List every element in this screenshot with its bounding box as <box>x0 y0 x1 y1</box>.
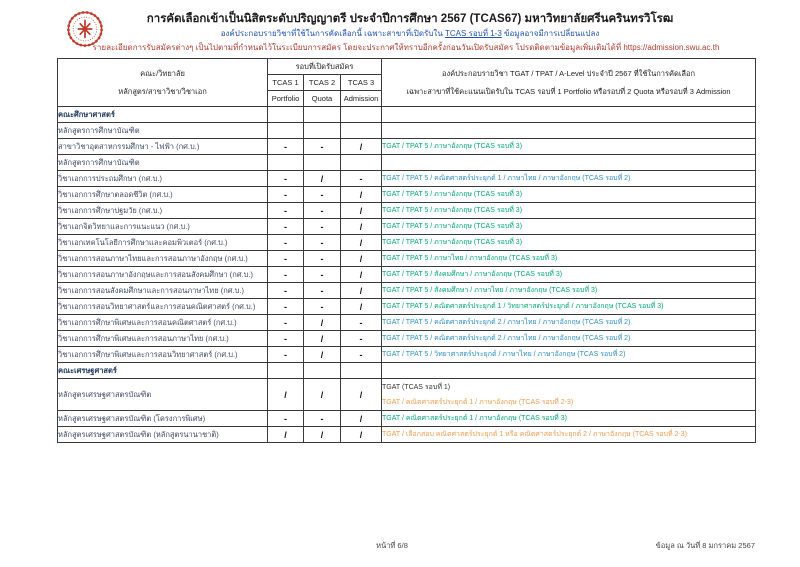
tcas3-mark-cell: / <box>341 187 382 203</box>
criteria-line: TGAT / TPAT 5 / ภาษาไทย / ภาษาอังกฤษ (TCAS รอบที่ 3) <box>382 255 558 262</box>
criteria-line: TGAT / คณิตศาสตร์ประยุกต์ 1 / ภาษาอังกฤษ (TCAS รอบที่ 3) <box>382 415 567 422</box>
criteria-cell <box>382 123 756 139</box>
tcas3-mark-cell: / <box>341 139 382 155</box>
table-row <box>58 283 756 299</box>
tcas2-mark-cell: - <box>304 267 341 283</box>
tcas1-mark-cell: - <box>268 283 304 299</box>
criteria-line: TGAT / เลือกสอบ คณิตศาสตร์ประยุกต์ 1 หรือ คณิตศาสตร์ประยุกต์ 2 / ภาษาอังกฤษ (TCAS รอบที่ 2-3) <box>382 431 687 438</box>
table-row <box>58 379 756 411</box>
program-name-cell: วิชาเอกการสอนวิทยาศาสตร์และการสอนคณิตศาสตร์ (กศ.บ.) <box>58 299 268 315</box>
program-name-cell: หลักสูตรเศรษฐศาสตรบัณฑิต (หลักสูตรนานาชาติ) <box>58 427 268 443</box>
table-row <box>58 155 756 171</box>
column-header-tcas1: TCAS 1 <box>268 75 304 91</box>
tcas3-mark-cell: / <box>341 379 382 411</box>
tcas2-mark-cell: / <box>304 315 341 331</box>
criteria-line: TGAT / TPAT 5 / คณิตศาสตร์ประยุกต์ 2 / ภาษาไทย / ภาษาอังกฤษ (TCAS รอบที่ 2) <box>382 335 631 342</box>
tcas2-mark-cell: / <box>304 171 341 187</box>
subtitle-suffix: ข้อมูลอาจมีการเปลี่ยนแปลง <box>501 29 600 38</box>
program-name-cell: วิชาเอกการศึกษาพิเศษและการสอนคณิตศาสตร์ (กศ.บ.) <box>58 315 268 331</box>
tcas2-mark-cell: - <box>304 187 341 203</box>
column-header-tcas3: TCAS 3 <box>341 75 382 91</box>
table-header <box>58 59 756 107</box>
column-header-portfolio: Portfolio <box>268 91 304 107</box>
criteria-line: TGAT / TPAT 5 / คณิตศาสตร์ประยุกต์ 1 / ภาษาไทย / ภาษาอังกฤษ (TCAS รอบที่ 2) <box>382 175 631 182</box>
program-name-cell: วิชาเอกการศึกษาตลอดชีวิต (กศ.บ.) <box>58 187 268 203</box>
tcas1-mark-cell: - <box>268 203 304 219</box>
tcas1-mark-cell: / <box>268 379 304 411</box>
admission-url-link[interactable]: https://admission.swu.ac.th <box>623 43 720 52</box>
criteria-cell <box>382 283 756 299</box>
tcas1-mark-cell: - <box>268 331 304 347</box>
tcas1-mark-cell: - <box>268 267 304 283</box>
program-name-cell: วิชาเอกการสอนสังคมศึกษาและการสอนภาษาไทย (กศ.บ.) <box>58 283 268 299</box>
program-name-cell: วิชาเอกเทคโนโลยีการศึกษาและคอมพิวเตอร์ (กศ.บ.) <box>58 235 268 251</box>
criteria-cell <box>382 107 756 123</box>
tcas1-mark-cell <box>268 155 304 171</box>
tcas3-mark-cell: - <box>341 331 382 347</box>
criteria-line: TGAT / TPAT 5 / ภาษาอังกฤษ (TCAS รอบที่ 3) <box>382 143 523 150</box>
program-name-cell: วิชาเอกการประถมศึกษา (กศ.บ.) <box>58 171 268 187</box>
criteria-cell <box>382 139 756 155</box>
tcas3-mark-cell: / <box>341 427 382 443</box>
criteria-cell <box>382 347 756 363</box>
table-row <box>58 203 756 219</box>
program-name-cell: หลักสูตรการศึกษาบัณฑิต <box>58 123 268 139</box>
program-name-cell: วิชาเอกการศึกษาพิเศษและการสอนวิทยาศาสตร์ (กศ.บ.) <box>58 347 268 363</box>
column-header-quota: Quota <box>304 91 341 107</box>
admission-criteria-table <box>57 58 756 443</box>
criteria-line: TGAT (TCAS รอบที่ 1) <box>382 383 451 391</box>
tcas3-mark-cell: / <box>341 235 382 251</box>
tcas1-mark-cell <box>268 123 304 139</box>
criteria-cell <box>382 203 756 219</box>
table-row <box>58 235 756 251</box>
tcas1-mark-cell: - <box>268 251 304 267</box>
criteria-line: TGAT / TPAT 5 / ภาษาอังกฤษ (TCAS รอบที่ 3) <box>382 191 523 198</box>
criteria-cell <box>382 219 756 235</box>
tcas3-mark-cell: / <box>341 251 382 267</box>
table-row <box>58 187 756 203</box>
table-row <box>58 411 756 427</box>
tcas3-mark-cell: / <box>341 267 382 283</box>
table-row <box>58 315 756 331</box>
page-subtitle <box>110 29 710 39</box>
tcas1-mark-cell: - <box>268 139 304 155</box>
tcas3-mark-cell: / <box>341 283 382 299</box>
page-header <box>110 12 710 39</box>
program-name-cell: หลักสูตรการศึกษาบัณฑิต <box>58 155 268 171</box>
tcas2-mark-cell: - <box>304 139 341 155</box>
table-row <box>58 427 756 443</box>
tcas2-mark-cell: - <box>304 219 341 235</box>
faculty-header-line2: หลักสูตร/สาขาวิชา/วิชาเอก <box>118 86 207 96</box>
tcas3-mark-cell <box>341 123 382 139</box>
tcas2-mark-cell: - <box>304 203 341 219</box>
criteria-cell <box>382 299 756 315</box>
criteria-cell <box>382 187 756 203</box>
tcas1-mark-cell: - <box>268 411 304 427</box>
criteria-cell <box>382 235 756 251</box>
table-row <box>58 171 756 187</box>
table-row <box>58 299 756 315</box>
page-title: การคัดเลือกเข้าเป็นนิสิตระดับปริญญาตรี ประจำปีการศึกษา 2567 (TCAS67) มหาวิทยาลัยศรีนครินทรวิโรฒ <box>146 13 674 25</box>
tcas3-mark-cell: / <box>341 299 382 315</box>
criteria-cell <box>382 411 756 427</box>
page-number: หน้าที่ 6/8 <box>376 541 408 550</box>
table-body <box>58 107 756 443</box>
tcas2-mark-cell: - <box>304 251 341 267</box>
tcas3-mark-cell: - <box>341 171 382 187</box>
criteria-cell <box>382 251 756 267</box>
tcas2-mark-cell: - <box>304 283 341 299</box>
column-header-admission: Admission <box>341 91 382 107</box>
tcas1-mark-cell: - <box>268 347 304 363</box>
admission-note <box>57 43 755 53</box>
program-name-cell: วิชาเอกจิตวิทยาและการแนะแนว (กศ.บ.) <box>58 219 268 235</box>
column-header-criteria <box>382 59 756 107</box>
tcas2-mark-cell: / <box>304 347 341 363</box>
criteria-cell <box>382 331 756 347</box>
tcas1-mark-cell: - <box>268 171 304 187</box>
tcas3-mark-cell: - <box>341 347 382 363</box>
tcas2-mark-cell <box>304 107 341 123</box>
program-name-cell: วิชาเอกการศึกษาพิเศษและการสอนภาษาไทย (กศ.บ.) <box>58 331 268 347</box>
subtitle-prefix: องค์ประกอบรายวิชาที่ใช้ในการคัดเลือกนี้ เฉพาะสาขาที่เปิดรับใน <box>220 29 446 38</box>
tcas2-mark-cell: / <box>304 331 341 347</box>
tcas3-mark-cell: / <box>341 411 382 427</box>
tcas2-mark-cell <box>304 155 341 171</box>
tcas1-mark-cell <box>268 363 304 379</box>
criteria-line: TGAT / TPAT 5 / ภาษาอังกฤษ (TCAS รอบที่ 3) <box>382 239 523 246</box>
column-header-faculty-program <box>58 59 268 107</box>
program-name-cell: วิชาเอกการสอนภาษาอังกฤษและการสอนสังคมศึกษา (กศ.บ.) <box>58 267 268 283</box>
tcas2-mark-cell: - <box>304 299 341 315</box>
column-header-tcas2: TCAS 2 <box>304 75 341 91</box>
table-row <box>58 123 756 139</box>
criteria-line: TGAT / TPAT 5 / สังคมศึกษา / ภาษาไทย / ภาษาอังกฤษ (TCAS รอบที่ 3) <box>382 287 598 294</box>
tcas3-mark-cell: / <box>341 219 382 235</box>
table-row <box>58 331 756 347</box>
tcas1-mark-cell: - <box>268 315 304 331</box>
criteria-line: TGAT / คณิตศาสตร์ประยุกต์ 1 / ภาษาอังกฤษ (TCAS รอบที่ 2-3) <box>382 398 574 406</box>
tcas1-mark-cell: - <box>268 299 304 315</box>
tcas2-mark-cell: - <box>304 411 341 427</box>
table-row <box>58 107 756 123</box>
tcas2-mark-cell: - <box>304 235 341 251</box>
tcas1-mark-cell: - <box>268 219 304 235</box>
tcas2-mark-cell <box>304 123 341 139</box>
criteria-line: TGAT / TPAT 5 / สังคมศึกษา / ภาษาอังกฤษ (TCAS รอบที่ 3) <box>382 271 563 278</box>
tcas2-mark-cell: / <box>304 379 341 411</box>
criteria-cell <box>382 315 756 331</box>
criteria-line: TGAT / TPAT 5 / ภาษาอังกฤษ (TCAS รอบที่ 3) <box>382 207 523 214</box>
tcas3-mark-cell <box>341 107 382 123</box>
table-row <box>58 363 756 379</box>
criteria-line: TGAT / TPAT 5 / คณิตศาสตร์ประยุกต์ 1 / วิทยาศาสตร์ประยุกต์ / ภาษาอังกฤษ (TCAS รอบที่ 3) <box>382 303 664 310</box>
tcas1-mark-cell <box>268 107 304 123</box>
note-text: รายละเอียดการรับสมัครต่างๆ เป็นไปตามที่กำหนดไว้ในระเบียบการสมัคร โดยจะประกาศให้ทราบอีกครั้งก่อนวันเปิดรับสมัคร โปรดติดตามข้อมูลเพิ่มเติมได้ที่ <box>92 43 624 52</box>
criteria-line: TGAT / TPAT 5 / คณิตศาสตร์ประยุกต์ 2 / ภาษาไทย / ภาษาอังกฤษ (TCAS รอบที่ 2) <box>382 319 631 326</box>
faculty-name-cell: คณะศึกษาศาสตร์ <box>58 107 268 123</box>
criteria-header-line1: องค์ประกอบรายวิชา TGAT / TPAT / A-Level ประจำปี 2567 ที่ใช้ในการคัดเลือก <box>441 68 696 78</box>
criteria-cell <box>382 267 756 283</box>
criteria-line: TGAT / TPAT 5 / ภาษาอังกฤษ (TCAS รอบที่ 3) <box>382 223 523 230</box>
criteria-cell <box>382 427 756 443</box>
criteria-cell <box>382 155 756 171</box>
column-header-rounds-group: รอบที่เปิดรับสมัคร <box>268 59 382 75</box>
program-name-cell: วิชาเอกการสอนภาษาไทยและการสอนภาษาอังกฤษ (กศ.บ.) <box>58 251 268 267</box>
table-row <box>58 139 756 155</box>
tcas1-mark-cell: - <box>268 235 304 251</box>
program-name-cell: หลักสูตรเศรษฐศาสตรบัณฑิต <box>58 379 268 411</box>
tcas3-mark-cell <box>341 363 382 379</box>
table-row <box>58 347 756 363</box>
criteria-cell <box>382 171 756 187</box>
faculty-header-line1: คณะ/วิทยาลัย <box>140 68 185 78</box>
tcas3-mark-cell: - <box>341 315 382 331</box>
criteria-header-line2: เฉพาะสาขาที่ใช้คะแนนเปิดรับใน TCAS รอบที่ 1 Portfolio หรือรอบที่ 2 Quota หรือรอบที่ 3 Admission <box>406 86 731 96</box>
criteria-line: TGAT / TPAT 5 / วิทยาศาสตร์ประยุกต์ / ภาษาไทย / ภาษาอังกฤษ (TCAS รอบที่ 2) <box>382 351 626 358</box>
table-row <box>58 267 756 283</box>
tcas3-mark-cell: / <box>341 203 382 219</box>
tcas3-mark-cell <box>341 155 382 171</box>
subtitle-underlined-rounds: TCAS รอบที่ 1-3 <box>445 29 502 38</box>
program-name-cell: สาขาวิชาอุตสาหกรรมศึกษา - ไฟฟ้า (กศ.บ.) <box>58 139 268 155</box>
program-name-cell: หลักสูตรเศรษฐศาสตรบัณฑิต (โครงการพิเศษ) <box>58 411 268 427</box>
table-row <box>58 251 756 267</box>
faculty-name-cell: คณะเศรษฐศาสตร์ <box>58 363 268 379</box>
data-date: ข้อมูล ณ วันที่ 8 มกราคม 2567 <box>655 541 755 550</box>
tcas2-mark-cell <box>304 363 341 379</box>
program-name-cell: วิชาเอกการศึกษาปฐมวัย (กศ.บ.) <box>58 203 268 219</box>
criteria-cell <box>382 379 756 411</box>
tcas1-mark-cell: - <box>268 187 304 203</box>
criteria-cell <box>382 363 756 379</box>
tcas1-mark-cell: / <box>268 427 304 443</box>
tcas2-mark-cell: / <box>304 427 341 443</box>
table-row <box>58 219 756 235</box>
